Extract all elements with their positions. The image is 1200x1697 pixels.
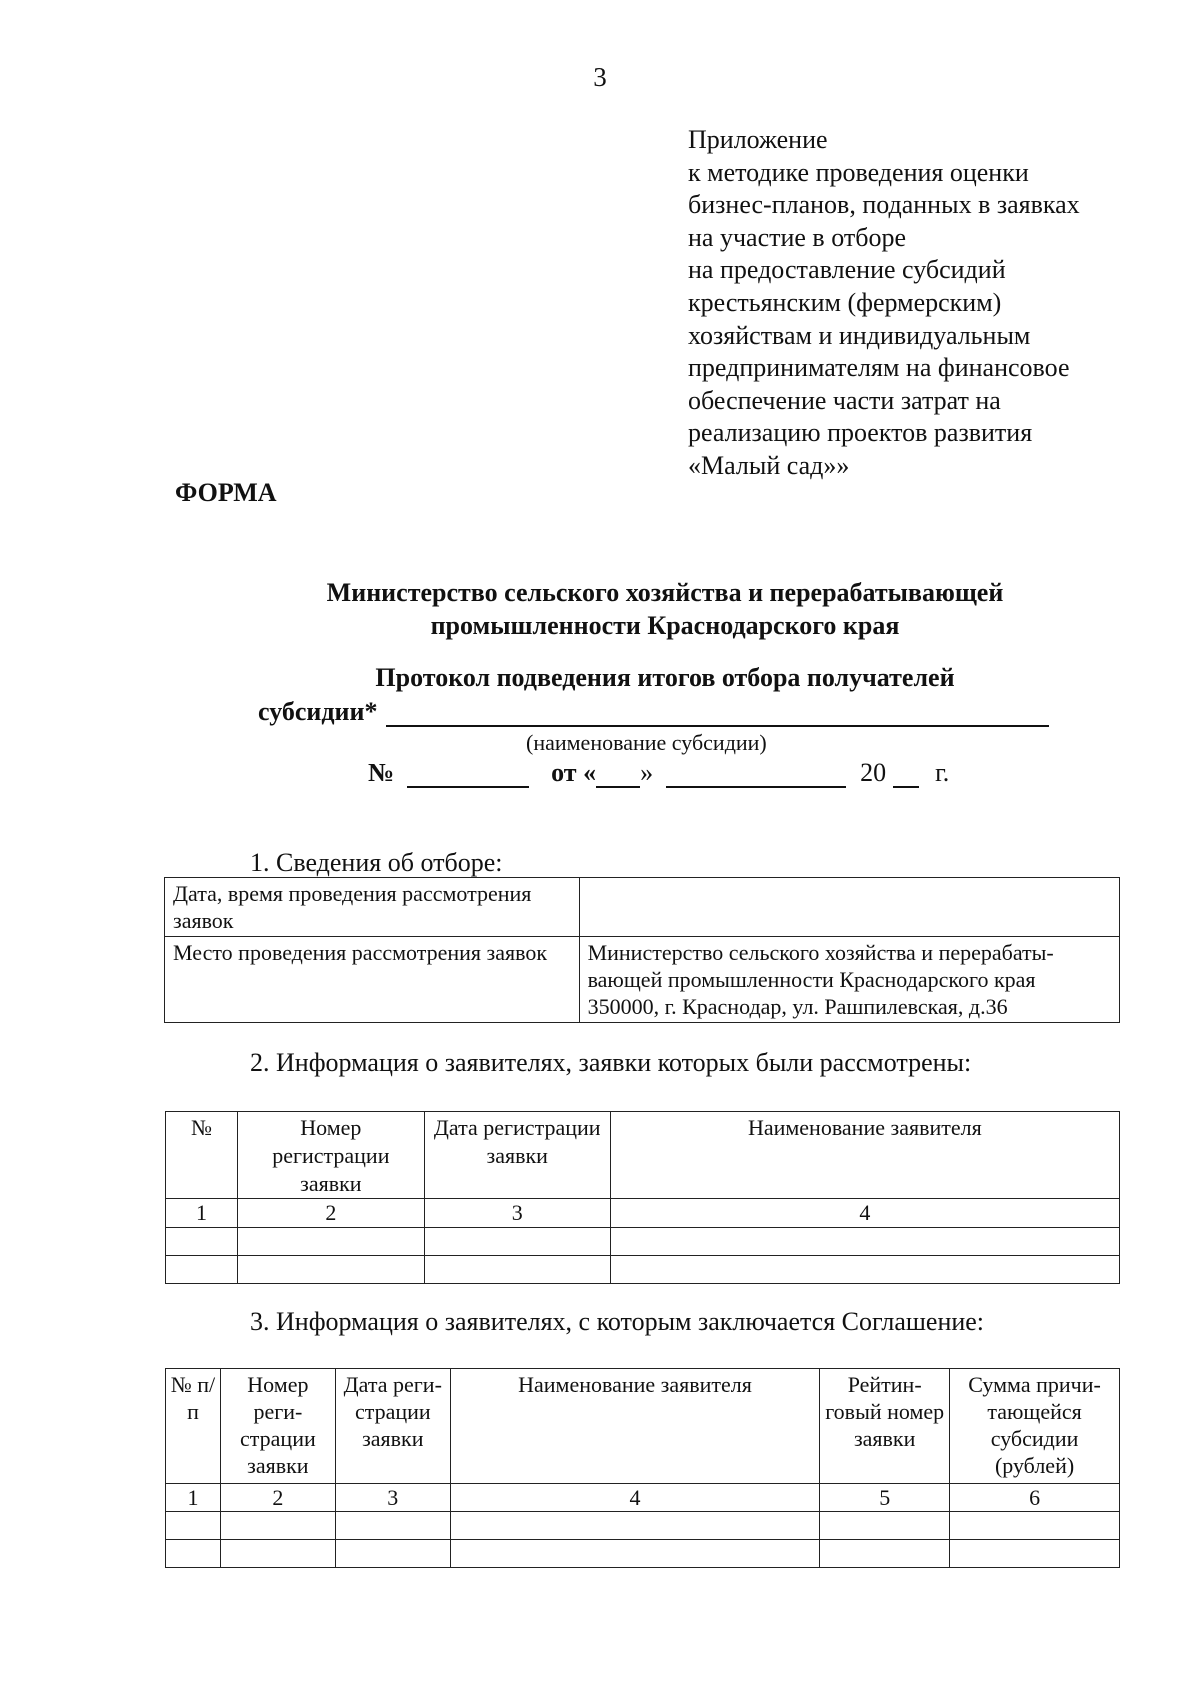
subsidy-line	[258, 697, 1049, 727]
column-header: Номер регистрации заявки	[237, 1112, 424, 1199]
column-header: Наименование заявителя	[450, 1369, 819, 1484]
from-label: от «	[551, 758, 597, 787]
appendix-line: хозяйствам и индивидуальным	[688, 320, 1031, 350]
section-3-heading: 3. Информация о заявителях, с которым заключается Соглашение:	[250, 1307, 985, 1336]
appendix-block	[688, 124, 1080, 483]
empty-cell[interactable]	[335, 1540, 450, 1568]
table-row	[166, 1228, 1120, 1256]
column-number: 1	[166, 1199, 238, 1228]
appendix-line: обеспечение части затрат на	[688, 385, 1001, 415]
ministry-line-2: промышленности Краснодарского края	[430, 611, 900, 640]
empty-cell[interactable]	[166, 1540, 221, 1568]
appendix-line: к методике проведения оценки	[688, 157, 1029, 187]
empty-cell[interactable]	[166, 1256, 238, 1284]
table-row	[166, 1512, 1120, 1540]
table-row	[165, 937, 1120, 1023]
column-header: Сумма причи-тающейся субсидии (рублей)	[950, 1369, 1120, 1484]
column-number: 2	[220, 1484, 335, 1512]
ministry-title	[0, 576, 1200, 642]
column-header: №	[166, 1112, 238, 1199]
empty-cell[interactable]	[424, 1228, 610, 1256]
year-prefix: 20	[860, 758, 887, 787]
year-blank[interactable]	[893, 761, 919, 788]
column-number: 3	[335, 1484, 450, 1512]
appendix-line: крестьянским (фермерским)	[688, 287, 1002, 317]
table-row	[166, 1540, 1120, 1568]
subsidy-name-blank[interactable]	[386, 698, 1049, 727]
empty-cell[interactable]	[610, 1228, 1119, 1256]
empty-cell[interactable]	[610, 1256, 1119, 1284]
empty-cell[interactable]	[220, 1540, 335, 1568]
column-number: 6	[950, 1484, 1120, 1512]
number-sign: №	[368, 758, 395, 787]
empty-cell[interactable]	[424, 1256, 610, 1284]
column-number: 2	[237, 1199, 424, 1228]
column-number-row	[166, 1484, 1120, 1512]
month-blank[interactable]	[666, 761, 846, 788]
empty-cell[interactable]	[820, 1540, 950, 1568]
column-number: 4	[610, 1199, 1119, 1228]
appendix-line: Приложение	[688, 125, 828, 154]
form-label: ФОРМА	[175, 478, 277, 507]
appendix-line: на участие в отборе	[688, 222, 906, 252]
year-suffix: г.	[935, 758, 950, 787]
applicants-reviewed-table	[165, 1111, 1120, 1284]
empty-cell[interactable]	[820, 1512, 950, 1540]
appendix-line: предпринимателям на финансовое	[688, 353, 1070, 383]
section-1-heading: 1. Сведения об отборе:	[250, 848, 503, 877]
table-header-row	[166, 1369, 1120, 1484]
column-header: Дата реги-страции заявки	[335, 1369, 450, 1484]
table-row	[165, 878, 1120, 937]
page-number: 3	[593, 62, 607, 92]
quote-close: »	[640, 758, 654, 787]
row-label: Дата, время проведения рассмотрения заявок	[165, 878, 580, 937]
empty-cell[interactable]	[237, 1228, 424, 1256]
empty-cell[interactable]	[166, 1512, 221, 1540]
selection-info-table	[164, 877, 1120, 1023]
agreement-applicants-table	[165, 1368, 1120, 1568]
day-blank[interactable]	[596, 761, 640, 788]
ministry-line-1: Министерство сельского хозяйства и перерабатывающей	[326, 578, 1004, 607]
appendix-line: «Малый сад»»	[688, 450, 850, 480]
table-header-row	[166, 1112, 1120, 1199]
column-number: 1	[166, 1484, 221, 1512]
empty-cell[interactable]	[450, 1512, 819, 1540]
table-row	[166, 1256, 1120, 1284]
section-2-heading: 2. Информация о заявителях, заявки которых были рассмотрены:	[250, 1048, 972, 1077]
subsidy-caption: (наименование субсидии)	[526, 730, 767, 755]
appendix-line: бизнес-планов, поданных в заявках	[688, 190, 1080, 220]
column-header: Номер реги-страции заявки	[220, 1369, 335, 1484]
protocol-number-line	[368, 758, 949, 788]
empty-cell[interactable]	[950, 1512, 1120, 1540]
column-number: 4	[450, 1484, 819, 1512]
protocol-title: Протокол подведения итогов отбора получателей	[375, 663, 955, 692]
row-label: Место проведения рассмотрения заявок	[165, 937, 580, 1023]
empty-cell[interactable]	[950, 1540, 1120, 1568]
row-value[interactable]	[579, 878, 1119, 937]
protocol-number-blank[interactable]	[407, 761, 529, 788]
subsidy-label: субсидии*	[258, 697, 378, 726]
empty-cell[interactable]	[335, 1512, 450, 1540]
appendix-line: реализацию проектов развития	[688, 418, 1033, 448]
empty-cell[interactable]	[450, 1540, 819, 1568]
column-header: Рейтин-говый номер заявки	[820, 1369, 950, 1484]
column-number-row	[166, 1199, 1120, 1228]
empty-cell[interactable]	[237, 1256, 424, 1284]
column-number: 5	[820, 1484, 950, 1512]
row-value: Министерство сельского хозяйства и перерабаты-вающей промышленности Краснодарского края 350000, г. Краснодар, ул. Рашпилевская, д.36	[579, 937, 1119, 1023]
empty-cell[interactable]	[220, 1512, 335, 1540]
column-number: 3	[424, 1199, 610, 1228]
appendix-line: на предоставление субсидий	[688, 255, 1006, 285]
column-header: Наименование заявителя	[610, 1112, 1119, 1199]
column-header: № п/п	[166, 1369, 221, 1484]
empty-cell[interactable]	[166, 1228, 238, 1256]
column-header: Дата регистрации заявки	[424, 1112, 610, 1199]
